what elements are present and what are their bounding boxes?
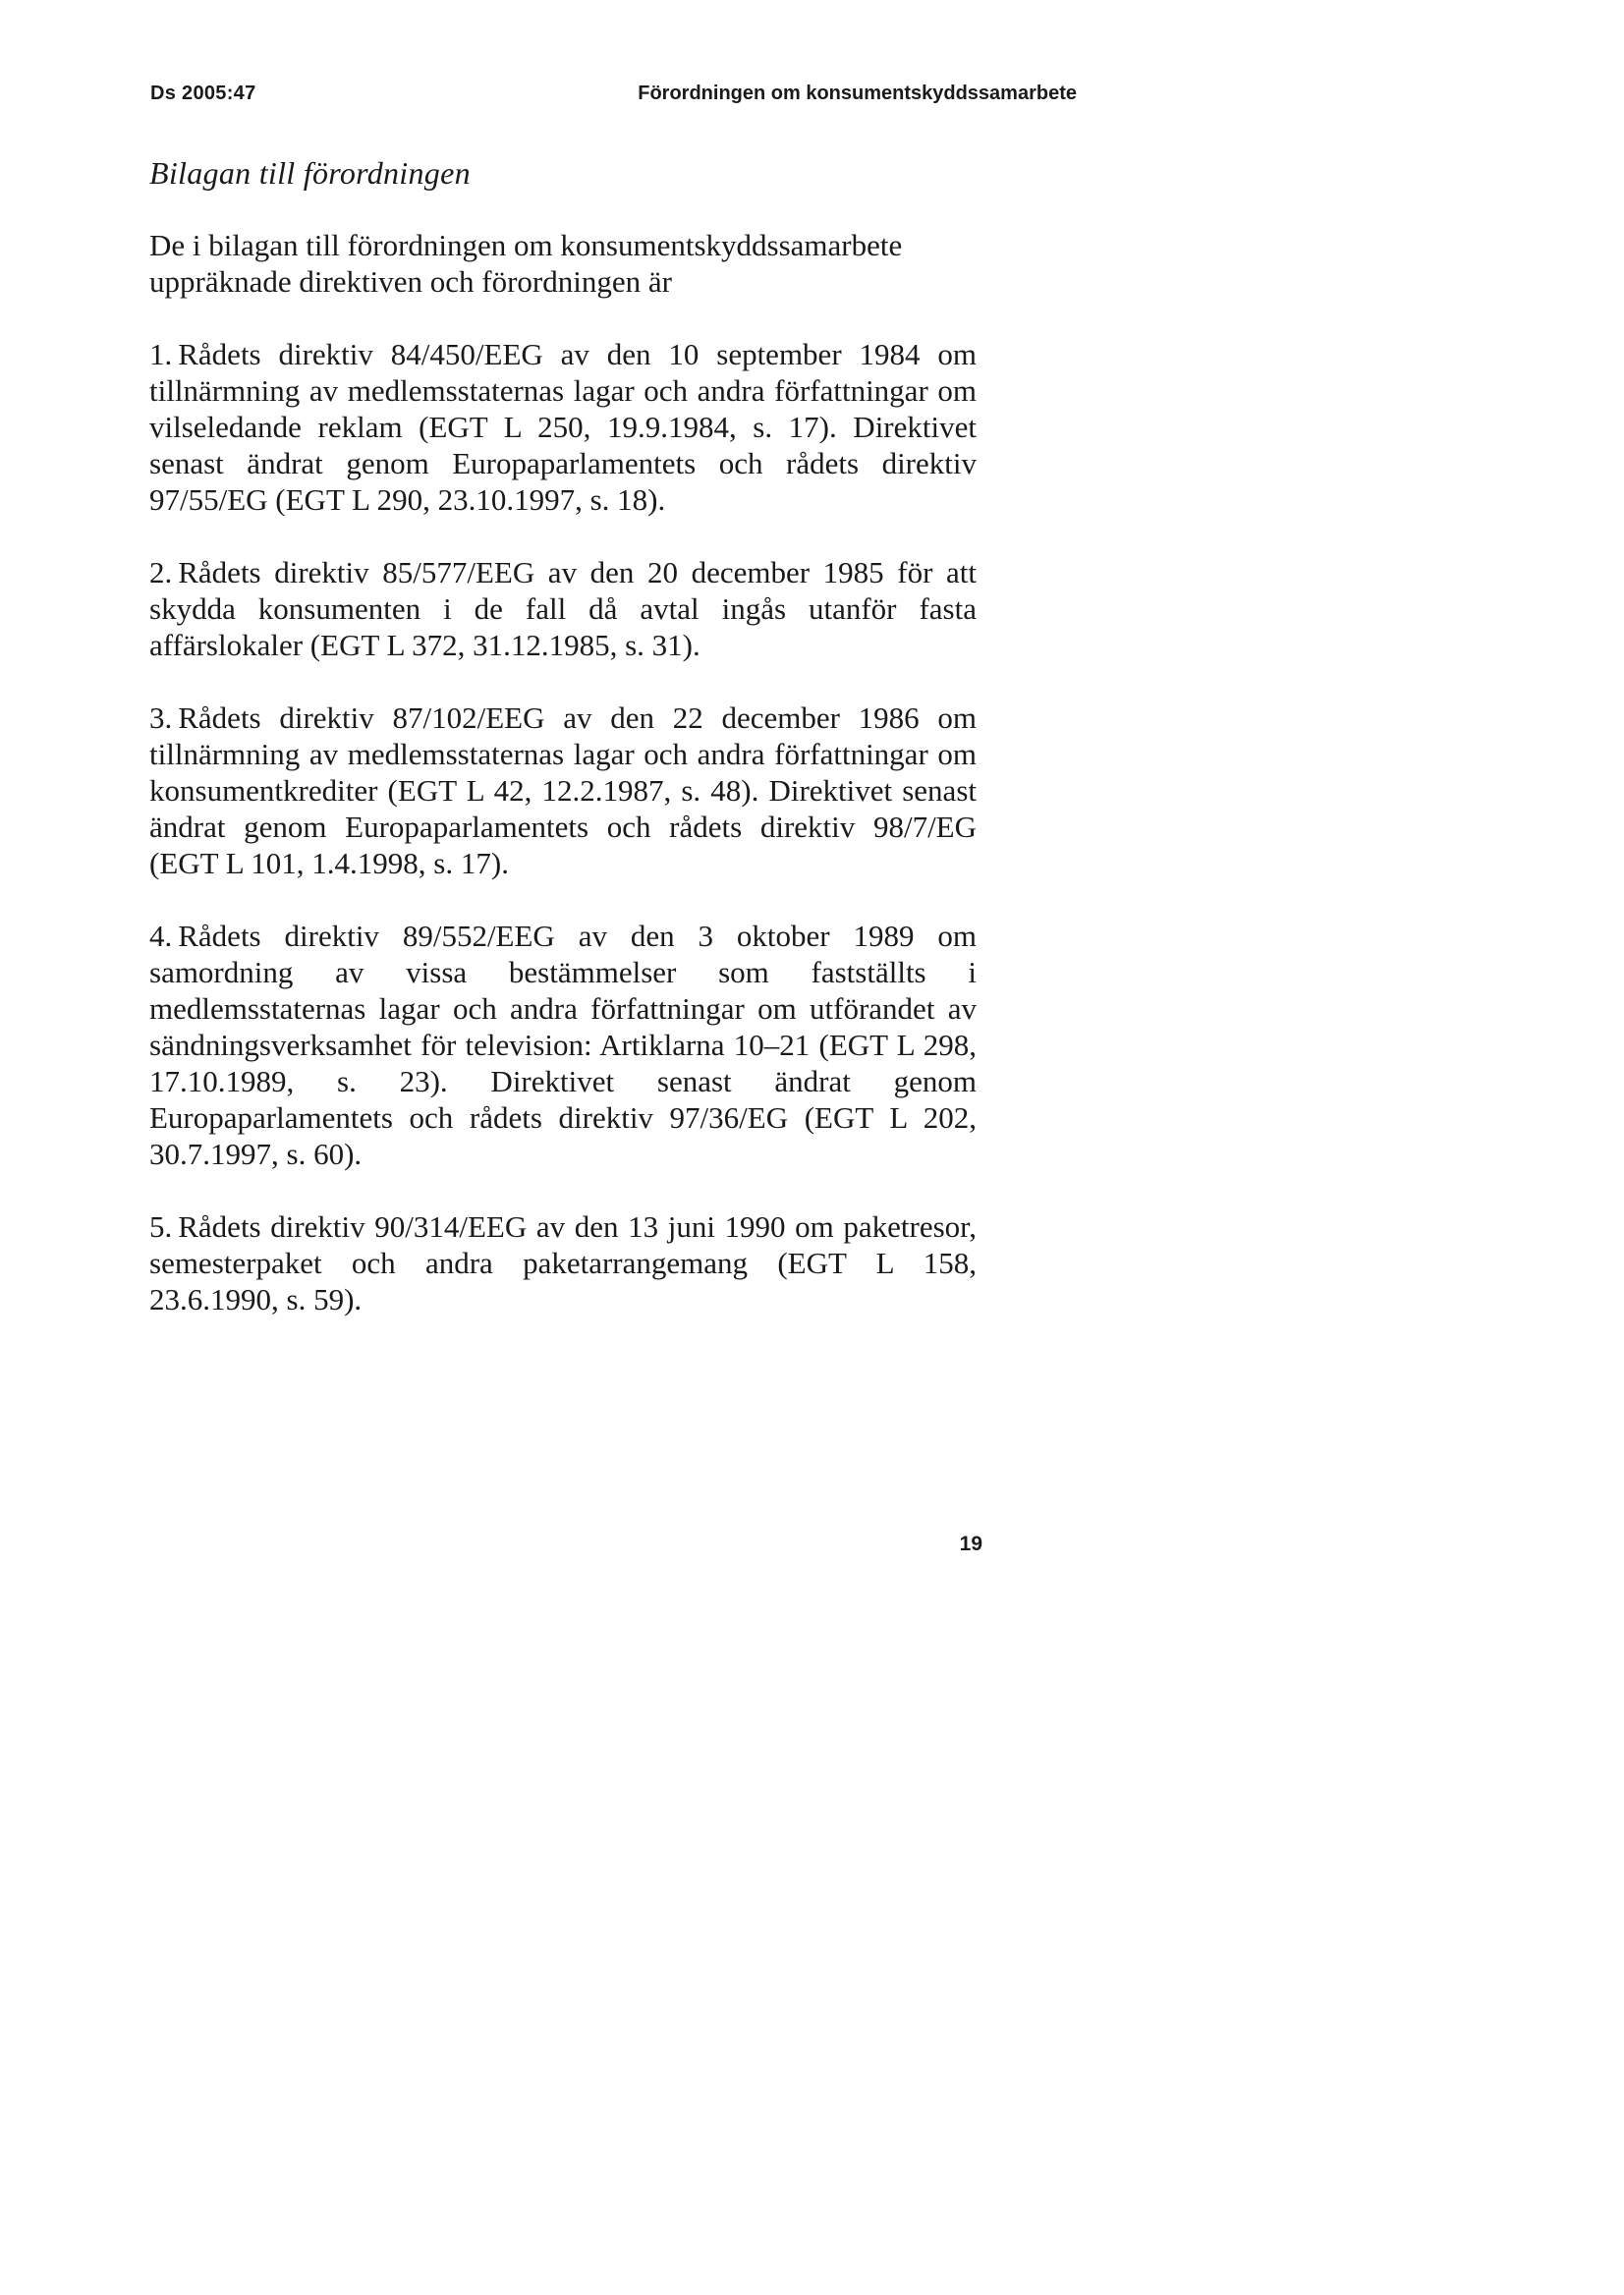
item-text: Rådets direktiv 85/577/EEG av den 20 december 1985 för att skydda konsumenten i de fall då avtal ingås utanför fasta affärslokaler (EGT L 372, 31.12.1985, s. 31). [149,555,977,662]
intro-paragraph: De i bilagan till förordningen om konsumentskyddssamarbete uppräknade direktiven och förordningen är [149,228,903,299]
directive-item-4 [149,918,977,1172]
running-header-title: Förordningen om konsumentskyddssamarbete [638,83,1077,104]
item-number: 5. [149,1209,173,1244]
item-number: 4. [149,919,173,953]
directive-item-5 [149,1208,977,1317]
item-text: Rådets direktiv 87/102/EEG av den 22 december 1986 om tillnärmning av medlemsstaternas lagar och andra författningar om konsumentkrediter (EGT L 42, 12.2.1987, s. 48). Direktivet senast ändrat genom Europaparlamentets och rådets direktiv 98/7/EG (EGT L 101, 1.4.1998, s. 17). [149,700,977,880]
document-id: Ds 2005:47 [150,83,256,104]
section-title: Bilagan till förordningen [149,155,471,191]
item-text: Rådets direktiv 89/552/EEG av den 3 oktober 1989 om samordning av vissa bestämmelser som fastställts i medlemsstaternas lagar och andra författningar om utförandet av sändningsverksamhet för television: Artiklarna 10–21 (EGT L 298, 17.10.1989, s. 23). Direktivet senast ändrat genom Europaparlamentets och rådets direktiv 97/36/EG (EGT L 202, 30.7.1997, s. 60). [149,919,977,1171]
item-text: Rådets direktiv 84/450/EEG av den 10 september 1984 om tillnärmning av medlemsstaternas lagar och andra författningar om vilseledande reklam (EGT L 250, 19.9.1984, s. 17). Direktivet senast ändrat genom Europaparlamentets och rådets direktiv 97/55/EG (EGT L 290, 23.10.1997, s. 18). [149,337,977,517]
page-body [149,155,977,1354]
item-number: 2. [149,555,173,589]
item-number: 1. [149,337,173,371]
item-text: Rådets direktiv 90/314/EEG av den 13 juni 1990 om paketresor, semesterpaket och andra paketarrangemang (EGT L 158, 23.6.1990, s. 59). [149,1209,977,1316]
page-number: 19 [959,1533,982,1555]
directive-item-1 [149,336,977,518]
directive-item-3 [149,700,977,881]
item-number: 3. [149,700,173,735]
directive-item-2 [149,554,977,663]
